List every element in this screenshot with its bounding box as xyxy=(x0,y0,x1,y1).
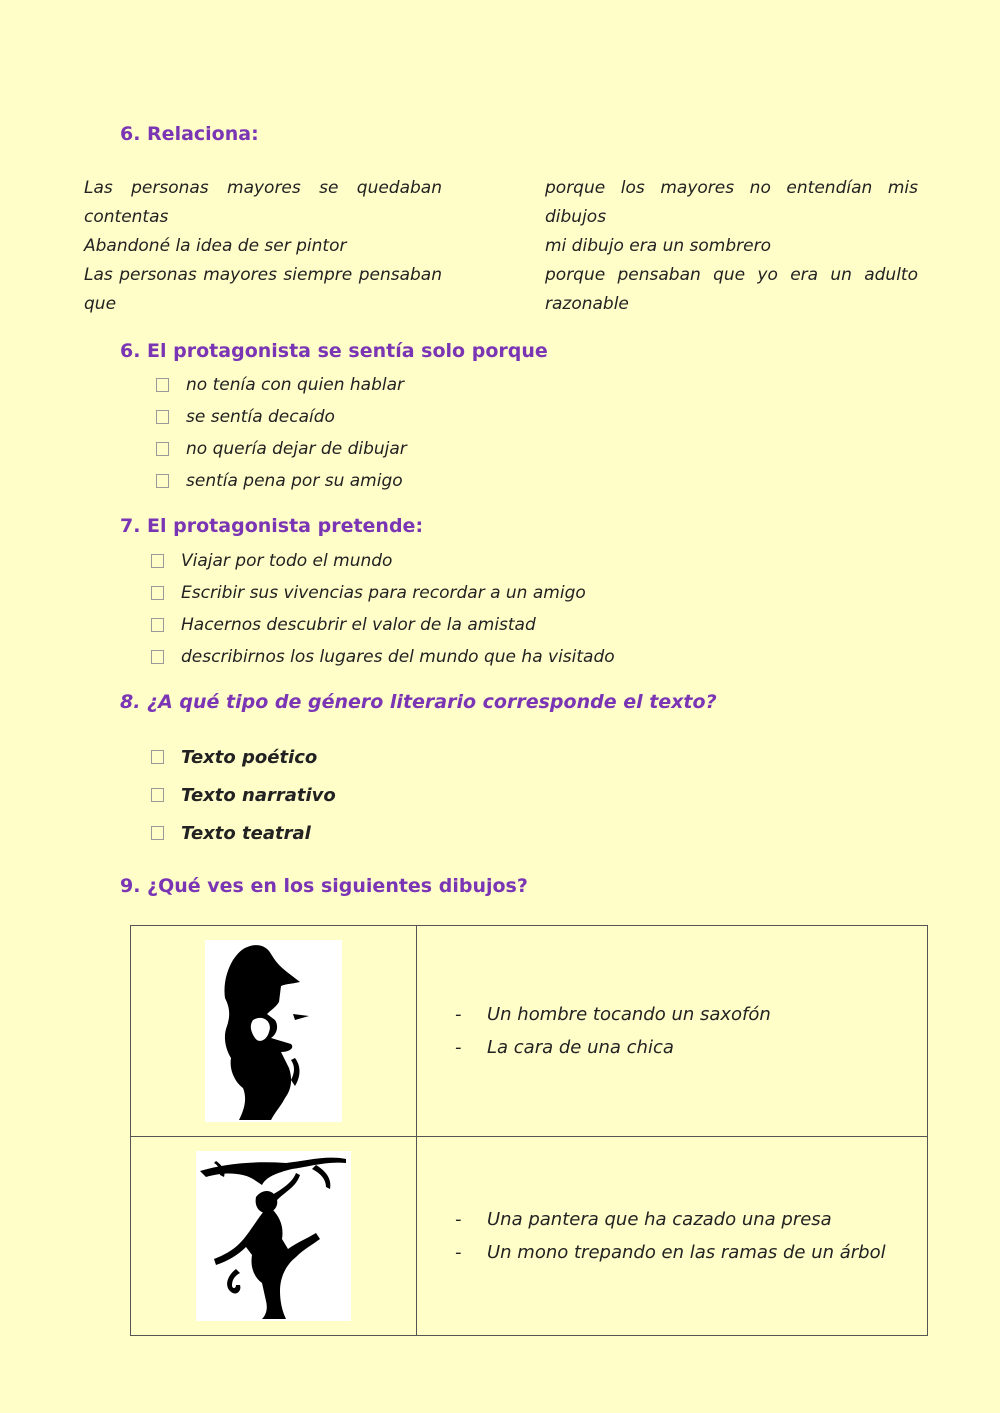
q8-options xyxy=(151,738,336,852)
checkbox[interactable] xyxy=(156,474,169,488)
picture-cell xyxy=(131,1137,417,1336)
checkbox[interactable] xyxy=(156,378,169,392)
dash-bullet: - xyxy=(455,1004,462,1025)
option-label: Un mono trepando en las ramas de un árbol xyxy=(487,1242,886,1263)
q6-option[interactable] xyxy=(156,433,407,465)
q6-protagonista-solo-heading: 6. El protagonista se sentía solo porque xyxy=(120,340,548,362)
option-label: Viajar por todo el mundo xyxy=(181,551,393,571)
picture-cell xyxy=(131,926,417,1137)
checkbox[interactable] xyxy=(151,618,164,632)
relaciona-right-item[interactable]: porque pensaban que yo era un adulto razonable xyxy=(545,265,918,314)
checkbox[interactable] xyxy=(151,826,164,840)
saxophone-face-silhouette-image xyxy=(205,940,342,1122)
table-row xyxy=(131,1137,928,1336)
q6-relaciona-heading: 6. Relaciona: xyxy=(120,123,259,145)
options-cell xyxy=(417,1137,928,1336)
option-label: sentía pena por su amigo xyxy=(186,471,403,491)
option-label: describirnos los lugares del mundo que ha visitado xyxy=(181,647,615,667)
q7-option[interactable] xyxy=(151,577,615,609)
relaciona-left-column xyxy=(84,174,442,319)
option-label: no quería dejar de dibujar xyxy=(186,439,407,459)
option-label: Escribir sus vivencias para recordar a un amigo xyxy=(181,583,586,603)
checkbox[interactable] xyxy=(151,650,164,664)
checkbox[interactable] xyxy=(156,410,169,424)
relaciona-right-item[interactable]: mi dibujo era un sombrero xyxy=(545,236,771,256)
option-label: Texto narrativo xyxy=(181,784,336,806)
q9-row2-options xyxy=(417,1203,927,1269)
option-label: no tenía con quien hablar xyxy=(186,375,404,395)
monkey-tree-silhouette-image xyxy=(196,1151,351,1321)
drawings-table xyxy=(130,925,928,1336)
q6-option[interactable] xyxy=(156,401,407,433)
q8-heading: 8. ¿A qué tipo de género literario corresponde el texto? xyxy=(120,691,717,713)
options-cell xyxy=(417,926,928,1137)
option-label: Una pantera que ha cazado una presa xyxy=(487,1209,832,1230)
q7-option[interactable] xyxy=(151,609,615,641)
q7-option[interactable] xyxy=(151,545,615,577)
q7-heading: 7. El protagonista pretende: xyxy=(120,515,424,537)
option-label: Un hombre tocando un saxofón xyxy=(487,1004,771,1025)
q9-row1-options xyxy=(417,998,927,1064)
option-label: Texto poético xyxy=(181,746,318,768)
checkbox[interactable] xyxy=(151,788,164,802)
checkbox[interactable] xyxy=(156,442,169,456)
q9-option[interactable] xyxy=(455,998,927,1031)
relaciona-left-item[interactable]: Abandoné la idea de ser pintor xyxy=(84,236,347,256)
relaciona-left-item[interactable]: Las personas mayores se quedaban contentas xyxy=(84,178,442,227)
option-label: La cara de una chica xyxy=(487,1037,674,1058)
q7-option[interactable] xyxy=(151,641,615,673)
dash-bullet: - xyxy=(455,1037,462,1058)
q9-option[interactable] xyxy=(455,1203,927,1236)
option-label: se sentía decaído xyxy=(186,407,335,427)
q6-option[interactable] xyxy=(156,369,407,401)
q9-heading: 9. ¿Qué ves en los siguientes dibujos? xyxy=(120,875,528,897)
dash-bullet: - xyxy=(455,1209,462,1230)
q6-options xyxy=(156,369,407,497)
option-label: Texto teatral xyxy=(181,822,311,844)
q6-option[interactable] xyxy=(156,465,407,497)
q9-option[interactable] xyxy=(455,1236,927,1269)
q8-option[interactable] xyxy=(151,738,336,776)
option-label: Hacernos descubrir el valor de la amistad xyxy=(181,615,536,635)
table-row xyxy=(131,926,928,1137)
q8-option[interactable] xyxy=(151,776,336,814)
checkbox[interactable] xyxy=(151,750,164,764)
q9-option[interactable] xyxy=(455,1031,927,1064)
q7-options xyxy=(151,545,615,673)
relaciona-left-item[interactable]: Las personas mayores siempre pensaban que xyxy=(84,265,442,314)
dash-bullet: - xyxy=(455,1242,462,1263)
checkbox[interactable] xyxy=(151,554,164,568)
relaciona-right-item[interactable]: porque los mayores no entendían mis dibujos xyxy=(545,178,918,227)
q8-option[interactable] xyxy=(151,814,336,852)
checkbox[interactable] xyxy=(151,586,164,600)
relaciona-right-column xyxy=(545,174,918,319)
